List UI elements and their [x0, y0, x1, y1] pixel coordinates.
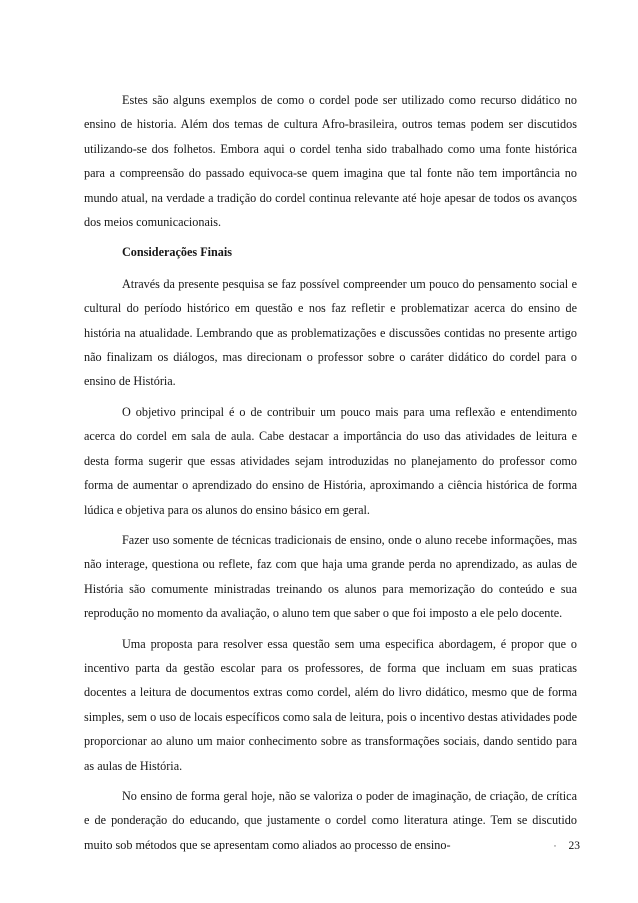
paragraph-5: No ensino de forma geral hoje, não se valoriza o poder de imaginação, de criação, de crítica e de ponderação do educando, que justamente o cordel como literatura atinge. Tem se discutido muito sob métodos que se apresentam como aliados ao processo de ensino- [84, 788, 577, 852]
intro-paragraph: Estes são alguns exemplos de como o cordel pode ser utilizado como recurso didático no ensino de historia. Além dos temas de cultura Afro-brasileira, outros temas podem ser discutidos utilizando-se dos folhetos. Embora aqui o cordel tenha sido trabalhado como uma fonte histórica para a compreensão do passado equivoca-se quem imagina que tal fonte não tem importância no mundo atual, na verdade a tradição do cordel continua relevante até hoje apesar de todos os avanços dos meios comunicacionais. [84, 93, 577, 230]
page-number: 23 [568, 840, 580, 852]
document-body [84, 88, 577, 863]
footer-dot: · [553, 841, 557, 851]
section-heading: Considerações Finais [122, 245, 233, 260]
paragraph-4: Uma proposta para resolver essa questão sem uma especifica abordagem, é propor que o incentivo parta da gestão escolar para os professores, de forma que incluam em suas praticas docentes a leitura de documentos extras como cordel, além do livro didático, mesmo que de forma simples, sem o uso de locais específicos como sala de leitura, pois o incentivo destas atividades pode proporcionar ao aluno um maior conhecimento sobre as transformações sociais, dando sentido para as aulas de História. [84, 636, 577, 773]
paragraph-2: O objetivo principal é o de contribuir um pouco mais para uma reflexão e entendimento acerca do cordel em sala de aula. Cabe destacar a importância do uso das atividades de leitura e desta forma sugerir que essas atividades sejam introduzidas no planejamento do professor como forma de aumentar o aprendizado do ensino de História, aproximando a ciência histórica de forma lúdica e objetiva para os alunos do ensino básico em geral. [84, 404, 577, 517]
page-footer [554, 838, 581, 854]
paragraph-1: Através da presente pesquisa se faz possível compreender um pouco do pensamento social e cultural do período histórico em questão e nos faz refletir e problematizar acerca do ensino de história na atualidade. Lembrando que as problematizações e discussões contidas no presente artigo não finalizam os diálogos, mas direcionam o professor sobre o caráter didático do cordel para o ensino de História. [84, 276, 577, 389]
paragraph-3: Fazer uso somente de técnicas tradicionais de ensino, onde o aluno recebe informações, mas não interage, questiona ou reflete, faz com que haja uma grande perda no aprendizado, as aulas de História são comumente ministradas treinando os alunos para memorização do conteúdo e sua reprodução no momento da avaliação, o aluno tem que saber o que foi imposto a ele pelo docente. [84, 532, 577, 621]
